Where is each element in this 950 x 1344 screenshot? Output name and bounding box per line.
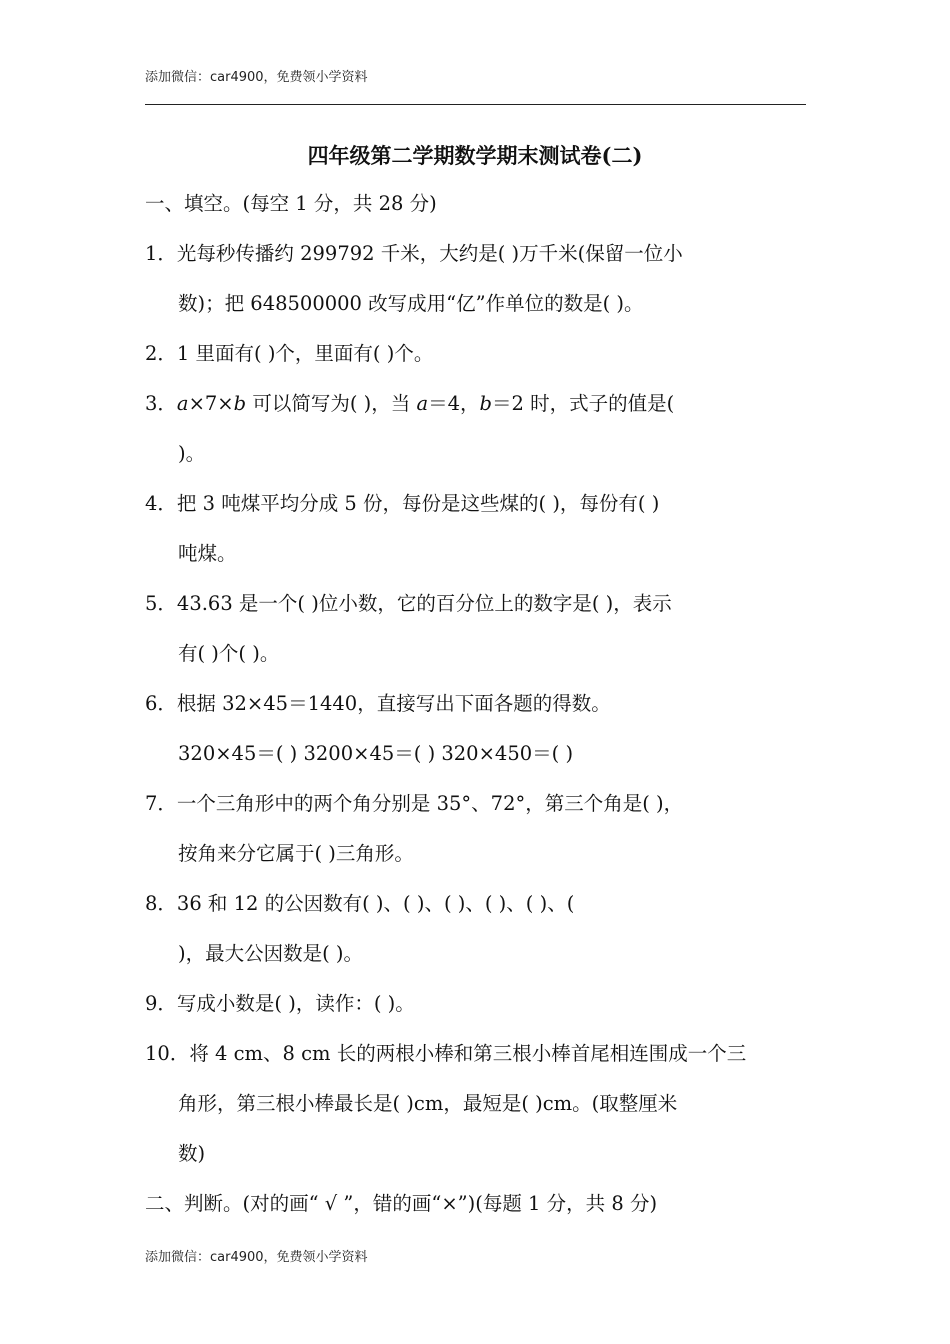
page-title: 四年级第二学期数学期末测试卷(二) (307, 143, 643, 168)
question-8-line-2: )，最大公因数是( )。 (178, 942, 364, 965)
q3-text-2: ＝4， (428, 392, 480, 415)
question-10-line-2: 角形，第三根小棒最长是( )cm，最短是( )cm。(取整厘米 (178, 1092, 678, 1115)
header-divider (145, 104, 806, 105)
question-6-items: 320×45＝( ) 3200×45＝( ) 320×450＝( ) (178, 742, 574, 765)
question-4-line-1: 4．把 3 吨煤平均分成 5 份，每份是这些煤的( )，每份有( ) (145, 492, 660, 515)
question-5-line-1: 5．43.63 是一个( )位小数，它的百分位上的数字是( )，表示 (145, 592, 672, 615)
question-5-line-2: 有( )个( )。 (178, 642, 280, 665)
question-10-line-1: 10．将 4 cm、8 cm 长的两根小棒和第三根小棒首尾相连围成一个三 (145, 1042, 747, 1065)
question-3-line-2: )。 (178, 442, 206, 465)
var-b: b (233, 392, 247, 415)
question-7-line-2: 按角来分它属于( )三角形。 (178, 842, 414, 865)
question-9: 9．写成小数是( )，读作：( )。 (145, 992, 415, 1015)
q3-text-3: ＝2 时，式子的值是( (492, 392, 675, 415)
section-2-heading: 二、判断。(对的画“ √ ”，错的画“×”)(每题 1 分，共 8 分) (145, 1192, 658, 1215)
question-8-line-1: 8．36 和 12 的公因数有( )、( )、( )、( )、( )、( (145, 892, 575, 915)
question-1-line-1: 1．光每秒传播约 299792 千米，大约是( )万千米(保留一位小 (145, 242, 683, 265)
header-note: 添加微信：car4900，免费领小学资料 (145, 70, 368, 85)
var-a: a (176, 392, 189, 415)
question-4-line-2: 吨煤。 (178, 542, 237, 565)
section-1-heading: 一、填空。(每空 1 分，共 28 分) (145, 192, 437, 215)
question-10-line-3: 数) (178, 1142, 206, 1165)
question-1-line-2: 数)；把 648500000 改写成用“亿”作单位的数是( )。 (178, 292, 644, 315)
var-a-2: a (416, 392, 429, 415)
footer-note: 添加微信：car4900，免费领小学资料 (145, 1250, 368, 1265)
question-6: 6．根据 32×45＝1440，直接写出下面各题的得数。 (145, 692, 611, 715)
question-3-number: 3． (145, 392, 177, 415)
q3-text-1: 可以简写为( )，当 (246, 392, 417, 415)
question-7-line-1: 7．一个三角形中的两个角分别是 35°、72°，第三个角是( )， (145, 792, 684, 815)
var-b-2: b (479, 392, 492, 415)
question-2: 2．1 里面有( )个，里面有( )个。 (145, 342, 434, 365)
question-3-line-1 (145, 388, 674, 416)
q3-times: ×7× (188, 392, 234, 415)
